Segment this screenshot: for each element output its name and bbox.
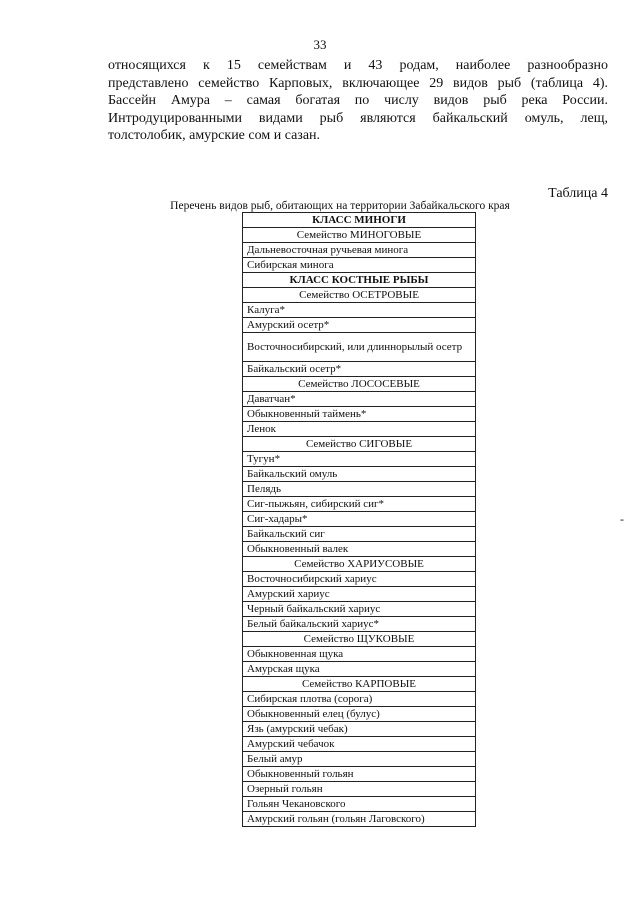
table-row xyxy=(243,617,476,632)
species-cell: Сиг-пыжьян, сибирский сиг* xyxy=(243,497,476,512)
class-header-row xyxy=(243,213,476,228)
species-cell: Дальневосточная ручьевая минога xyxy=(243,243,476,258)
table-row xyxy=(243,512,476,527)
table-row xyxy=(243,782,476,797)
species-cell: Сиг-хадары* xyxy=(243,512,476,527)
species-cell: Амурский осетр* xyxy=(243,318,476,333)
species-table-body xyxy=(243,213,476,827)
species-cell: Обыкновенный таймень* xyxy=(243,407,476,422)
species-cell: Пелядь xyxy=(243,482,476,497)
family-cell: Семейство ЛОСОСЕВЫЕ xyxy=(243,377,476,392)
species-cell: Байкальский осетр* xyxy=(243,362,476,377)
species-cell: Ленок xyxy=(243,422,476,437)
species-cell: Белый амур xyxy=(243,752,476,767)
class-cell: КЛАСС КОСТНЫЕ РЫБЫ xyxy=(243,273,476,288)
species-cell: Байкальский сиг xyxy=(243,527,476,542)
species-cell: Язь (амурский чебак) xyxy=(243,722,476,737)
table-row xyxy=(243,318,476,333)
table-row xyxy=(243,482,476,497)
species-cell: Амурская щука xyxy=(243,662,476,677)
table-label: Таблица 4 xyxy=(548,186,608,201)
table-row xyxy=(243,407,476,422)
species-cell: Белый байкальский хариус* xyxy=(243,617,476,632)
table-row xyxy=(243,647,476,662)
table-row xyxy=(243,722,476,737)
table-row xyxy=(243,303,476,318)
species-cell: Тугун* xyxy=(243,452,476,467)
family-cell: Семейство СИГОВЫЕ xyxy=(243,437,476,452)
species-cell: Даватчан* xyxy=(243,392,476,407)
table-row xyxy=(243,572,476,587)
paragraph-line: относящихся к 15 семействам и 43 родам, наиболее разнообразно xyxy=(108,58,608,73)
table-row xyxy=(243,662,476,677)
species-cell: Байкальский омуль xyxy=(243,467,476,482)
species-cell: Гольян Чекановского xyxy=(243,797,476,812)
paragraph-line: представлено семейство Карповых, включающее 29 видов рыб (таблица 4). xyxy=(108,75,608,91)
page-number: 33 xyxy=(313,37,327,52)
species-cell: Обыкновенный валек xyxy=(243,542,476,557)
species-cell: Калуга* xyxy=(243,303,476,318)
table-row xyxy=(243,333,476,362)
species-cell: Восточносибирский, или длиннорылый осетр xyxy=(243,333,476,362)
table-caption: Перечень видов рыб, обитающих на территории Забайкальского края xyxy=(170,200,510,212)
family-header-row xyxy=(243,632,476,647)
table-row xyxy=(243,587,476,602)
family-cell: Семейство ЩУКОВЫЕ xyxy=(243,632,476,647)
table-row xyxy=(243,497,476,512)
table-row xyxy=(243,422,476,437)
family-cell: Семейство КАРПОВЫЕ xyxy=(243,677,476,692)
table-row xyxy=(243,752,476,767)
table-row xyxy=(243,467,476,482)
family-header-row xyxy=(243,228,476,243)
family-cell: Семейство МИНОГОВЫЕ xyxy=(243,228,476,243)
table-row xyxy=(243,797,476,812)
species-cell: Амурский хариус xyxy=(243,587,476,602)
family-header-row xyxy=(243,288,476,303)
paragraph-line: толстолобик, амурские сом и сазан. xyxy=(108,128,321,144)
species-cell: Сибирская плотва (сорога) xyxy=(243,692,476,707)
paragraph-line: Бассейн Амура – самая богатая по числу видов рыб река России. xyxy=(108,93,608,109)
paragraph-line: Интродуцированными видами рыб являются байкальский омуль, лещ, xyxy=(108,110,608,126)
family-header-row xyxy=(243,377,476,392)
table-row xyxy=(243,392,476,407)
table-row xyxy=(243,452,476,467)
species-cell: Озерный гольян xyxy=(243,782,476,797)
table-row xyxy=(243,767,476,782)
class-cell: КЛАСС МИНОГИ xyxy=(243,213,476,228)
family-cell: Семейство ХАРИУСОВЫЕ xyxy=(243,557,476,572)
table-row xyxy=(243,542,476,557)
family-header-row xyxy=(243,437,476,452)
family-header-row xyxy=(243,557,476,572)
table-row xyxy=(243,737,476,752)
species-cell: Обыкновенный елец (булус) xyxy=(243,707,476,722)
table-row xyxy=(243,527,476,542)
body-paragraph xyxy=(108,57,608,145)
species-table xyxy=(242,212,476,827)
species-cell: Обыкновенная щука xyxy=(243,647,476,662)
table-row xyxy=(243,707,476,722)
family-cell: Семейство ОСЕТРОВЫЕ xyxy=(243,288,476,303)
table-row xyxy=(243,243,476,258)
table-row xyxy=(243,258,476,273)
edge-mark: - xyxy=(620,512,624,526)
species-cell: Сибирская минога xyxy=(243,258,476,273)
family-header-row xyxy=(243,677,476,692)
table-row xyxy=(243,362,476,377)
table-row xyxy=(243,812,476,827)
species-cell: Восточносибирский хариус xyxy=(243,572,476,587)
species-cell: Амурский чебачок xyxy=(243,737,476,752)
table-row xyxy=(243,602,476,617)
species-cell: Черный байкальский хариус xyxy=(243,602,476,617)
class-header-row xyxy=(243,273,476,288)
species-cell: Обыкновенный гольян xyxy=(243,767,476,782)
species-cell: Амурский гольян (гольян Лаговского) xyxy=(243,812,476,827)
table-row xyxy=(243,692,476,707)
